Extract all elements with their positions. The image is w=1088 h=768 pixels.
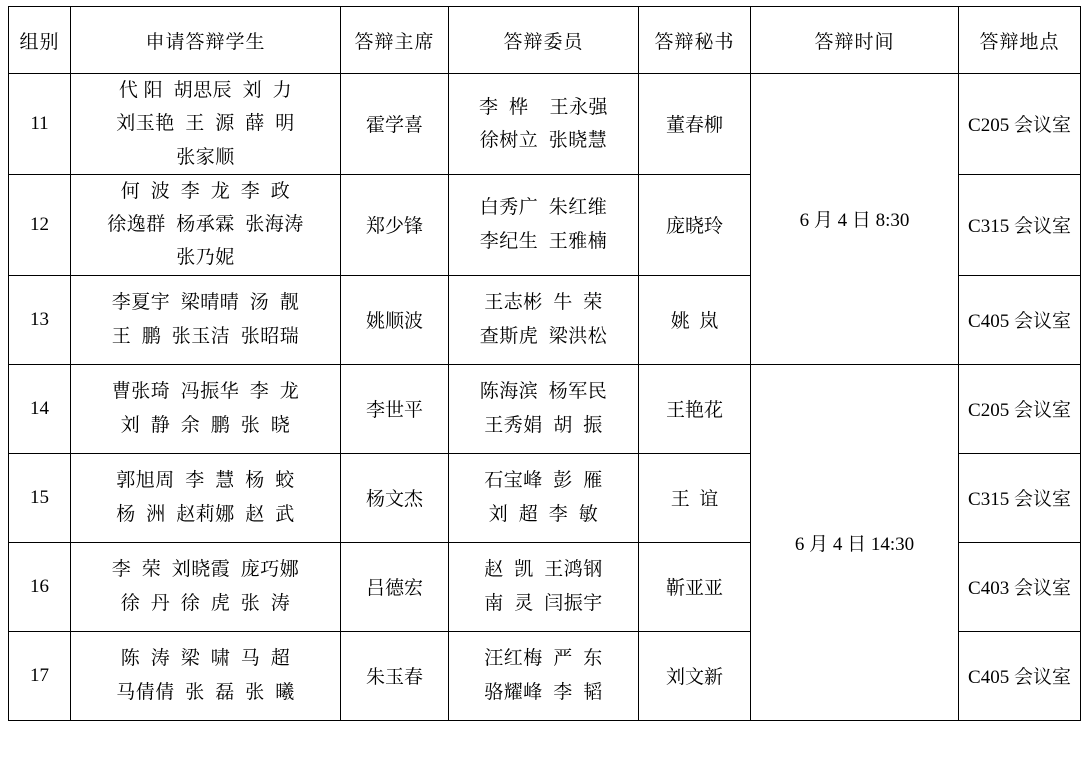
members-line: 王秀娟 胡 振 [484, 414, 603, 436]
cell-members [449, 542, 639, 631]
students-line: 徐 丹 徐 虎 张 涛 [120, 592, 291, 614]
table-header-row [9, 7, 1081, 74]
cell-members [449, 174, 639, 275]
students-line: 马倩倩 张 磊 张 曦 [116, 681, 295, 703]
cell-students [71, 275, 341, 364]
defense-schedule-table [8, 6, 1081, 721]
students-line: 李 荣 刘晓霞 庞巧娜 [111, 559, 300, 581]
cell-students [71, 542, 341, 631]
table-row [9, 364, 1081, 453]
cell-place: C405 会议室 [959, 631, 1081, 720]
members-line: 南 灵 闫振宇 [484, 592, 603, 614]
members-line: 赵 凯 王鸿钢 [484, 559, 603, 581]
cell-students [71, 364, 341, 453]
cell-group: 16 [9, 542, 71, 631]
cell-chair: 姚顺波 [341, 275, 449, 364]
cell-students [71, 74, 341, 175]
students-line: 张家顺 [176, 146, 235, 168]
cell-secretary: 董春柳 [639, 74, 751, 175]
cell-group: 13 [9, 275, 71, 364]
header-place: 答辩地点 [959, 7, 1081, 74]
students-line: 郭旭周 李 慧 杨 蛟 [116, 470, 295, 492]
students-line: 曹张琦 冯振华 李 龙 [111, 381, 300, 403]
students-line: 何 波 李 龙 李 政 [120, 180, 291, 202]
header-time: 答辩时间 [751, 7, 959, 74]
cell-time: 6 月 4 日 8:30 [751, 74, 959, 365]
members-line: 陈海滨 杨军民 [479, 381, 608, 403]
cell-secretary: 王 谊 [639, 453, 751, 542]
cell-chair: 朱玉春 [341, 631, 449, 720]
cell-place: C405 会议室 [959, 275, 1081, 364]
cell-group: 12 [9, 174, 71, 275]
cell-secretary: 庞晓玲 [639, 174, 751, 275]
members-line: 石宝峰 彭 雁 [484, 470, 603, 492]
table-row [9, 74, 1081, 175]
members-line: 王志彬 牛 荣 [484, 292, 603, 314]
cell-students [71, 174, 341, 275]
cell-members [449, 631, 639, 720]
header-students: 申请答辩学生 [71, 7, 341, 74]
cell-secretary: 靳亚亚 [639, 542, 751, 631]
cell-place: C205 会议室 [959, 364, 1081, 453]
members-line: 汪红梅 严 东 [484, 648, 603, 670]
students-line: 杨 洲 赵莉娜 赵 武 [116, 503, 295, 525]
members-line: 查斯虎 梁洪松 [479, 325, 608, 347]
cell-secretary: 刘文新 [639, 631, 751, 720]
table-body [9, 74, 1081, 721]
cell-group: 17 [9, 631, 71, 720]
students-line: 陈 涛 梁 啸 马 超 [120, 648, 291, 670]
cell-group: 15 [9, 453, 71, 542]
cell-members [449, 275, 639, 364]
students-line: 代 阳 胡思辰 刘 力 [118, 80, 293, 101]
students-line: 徐逸群 杨承霖 张海涛 [107, 214, 304, 235]
cell-place: C403 会议室 [959, 542, 1081, 631]
cell-time: 6 月 4 日 14:30 [751, 364, 959, 720]
cell-members [449, 74, 639, 175]
cell-students [71, 453, 341, 542]
cell-group: 11 [9, 74, 71, 175]
students-line: 刘 静 余 鹏 张 晓 [120, 414, 291, 436]
members-line: 骆耀峰 李 韬 [484, 681, 603, 703]
students-line: 刘玉艳 王 源 薛 明 [116, 113, 295, 135]
cell-students [71, 631, 341, 720]
members-line: 徐树立 张晓慧 [479, 129, 608, 151]
header-group: 组别 [9, 7, 71, 74]
cell-chair: 李世平 [341, 364, 449, 453]
members-line: 李 桦 王永强 [478, 96, 608, 118]
members-line: 刘 超 李 敏 [488, 503, 599, 525]
header-members: 答辩委员 [449, 7, 639, 74]
header-secretary: 答辩秘书 [639, 7, 751, 74]
cell-chair: 吕德宏 [341, 542, 449, 631]
students-line: 王 鹏 张玉洁 张昭瑞 [111, 325, 300, 347]
cell-secretary: 姚 岚 [639, 275, 751, 364]
cell-chair: 霍学喜 [341, 74, 449, 175]
members-line: 李纪生 王雅楠 [479, 230, 608, 252]
cell-members [449, 453, 639, 542]
cell-chair: 杨文杰 [341, 453, 449, 542]
header-chair: 答辩主席 [341, 7, 449, 74]
cell-members [449, 364, 639, 453]
cell-place: C205 会议室 [959, 74, 1081, 175]
cell-place: C315 会议室 [959, 174, 1081, 275]
students-line: 李夏宇 梁晴晴 汤 靓 [111, 292, 300, 314]
members-line: 白秀广 朱红维 [479, 197, 608, 219]
students-line: 张乃妮 [176, 247, 235, 269]
cell-secretary: 王艳花 [639, 364, 751, 453]
cell-place: C315 会议室 [959, 453, 1081, 542]
cell-group: 14 [9, 364, 71, 453]
cell-chair: 郑少锋 [341, 174, 449, 275]
